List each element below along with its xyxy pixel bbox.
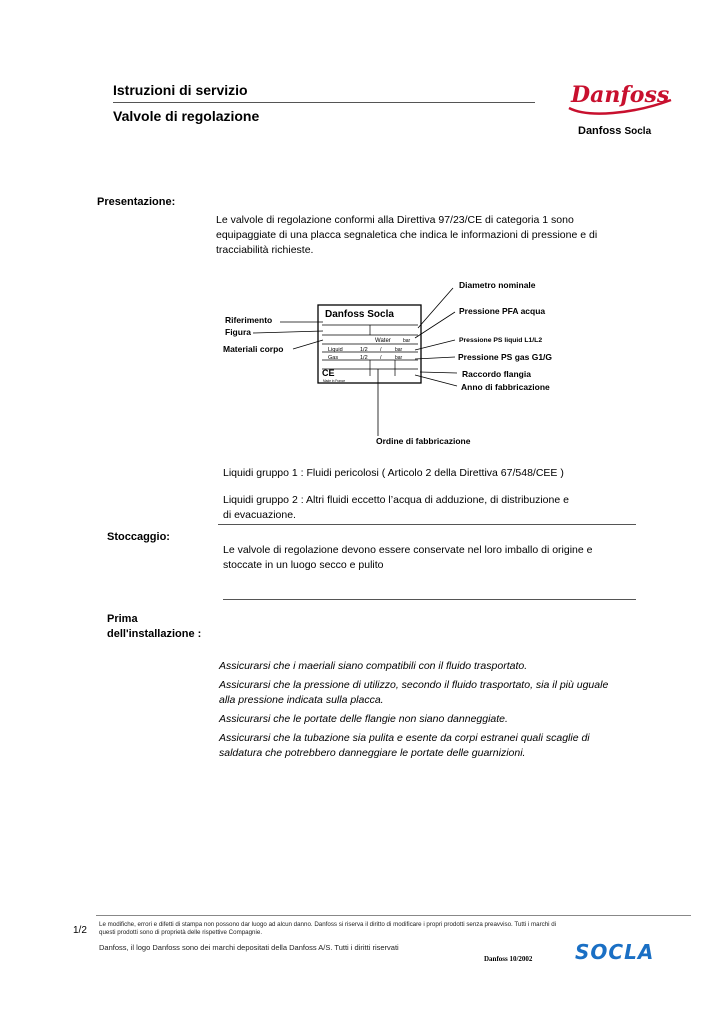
brand-sub: Socla [624, 126, 652, 137]
instruction-item: Assicurarsi che la pressione di utilizzo, secondo il fluido trasportato, sia il più uguale alla pressione indicata sulla placca. [219, 679, 609, 706]
stoccaggio-text: Le valvole di regolazione devono essere conservate nel loro imballo di origine e stoccate in un luogo secco e pulito [223, 544, 593, 571]
brand-name [578, 125, 651, 137]
label-raccordo: Raccordo flangia [462, 369, 531, 379]
presentazione-label: Presentazione: [97, 196, 176, 208]
footer-disclaimer: Le modifiche, errori e difetti di stampa non possono dar luogo ad alcun danno. Danfoss si riserva il diritto di modificare i propri prodotti senza preavviso. Tutti i marchi di questi prodotti sono di proprietà delle rispettive Compagnie. [99, 921, 557, 936]
plate-bar-gas: bar [395, 355, 403, 361]
label-materiali: Materiali corpo [223, 344, 284, 354]
nameplate-diagram [215, 272, 560, 452]
prima-label-line1: Prima [107, 613, 138, 625]
instruction-item: Assicurarsi che i maeriali siano compatibili con il fluido trasportato. [219, 660, 528, 672]
label-diametro: Diametro nominale [459, 280, 536, 290]
plate-gas-half: 1/2 [360, 355, 368, 361]
label-anno: Anno di fabbricazione [461, 382, 550, 392]
plate-made-in: Made in France [323, 379, 346, 383]
plate-gas-slash: / [380, 355, 382, 361]
label-figura: Figura [225, 327, 251, 337]
brand-main: Danfoss [578, 125, 622, 137]
footer-date: Danfoss 10/2002 [484, 955, 533, 963]
footer-divider [96, 915, 691, 916]
plate-water: Water [375, 338, 391, 344]
plate-liquid-slash: / [380, 347, 382, 353]
label-ps-gas: Pressione PS gas G1/G [458, 352, 553, 362]
prima-instructions [219, 659, 611, 765]
prima-label-line2: dell'installazione : [107, 628, 202, 640]
logo-wordmark: Danfoss [571, 82, 670, 108]
instruction-item: Assicurarsi che le portate delle flangie non siano danneggiate. [219, 713, 508, 725]
prima-label [107, 612, 201, 642]
document-title: Istruzioni di servizio [113, 82, 248, 98]
fluids-group-2: Liquidi gruppo 2 : Altri fluidi eccetto l’acqua di adduzione, di distribuzione e di evacuazione. [223, 494, 569, 521]
label-riferimento: Riferimento [225, 315, 273, 325]
plate-bar-liquid: bar [395, 347, 403, 353]
socla-logo: SOCLA [575, 940, 655, 964]
footer-trademark: Danfoss, il logo Danfoss sono dei marchi depositati della Danfoss A/S. Tutti i diritti riservati [99, 943, 399, 952]
label-pfa: Pressione PFA acqua [459, 306, 546, 316]
plate-liquid-half: 1/2 [360, 347, 368, 353]
label-ordine: Ordine di fabbricazione [376, 436, 471, 446]
label-ps-liquid: Pressione PS liquid L1/L2 [459, 337, 543, 344]
plate-title: Danfoss Socla [325, 309, 394, 320]
fluids-group-1: Liquidi gruppo 1 : Fluidi pericolosi ( Articolo 2 della Direttiva 67/548/CEE ) [223, 467, 564, 479]
header-divider [113, 102, 535, 103]
stoccaggio-label: Stoccaggio: [107, 531, 170, 543]
divider-prima [223, 599, 636, 600]
divider-stoccaggio [218, 524, 636, 525]
page-number: 1/2 [73, 925, 87, 936]
ce-mark: CE [322, 368, 335, 378]
document-subtitle: Valvole di regolazione [113, 108, 260, 124]
plate-gas: Gas [328, 355, 339, 361]
plate-bar-water: bar [403, 338, 411, 344]
instruction-item: Assicurarsi che la tubazione sia pulita e esente da corpi estranei quali scaglie di saldatura che potrebbero danneggiare le portate delle guarnizioni. [219, 732, 590, 759]
plate-liquid: Liquid [328, 347, 343, 353]
danfoss-logo [563, 68, 678, 120]
presentazione-text: Le valvole di regolazione conformi alla Direttiva 97/23/CE di categoria 1 sono equipaggiate di una placca segnaletica che indica le informazioni di pressione e di tracciabilità richieste. [216, 214, 598, 256]
